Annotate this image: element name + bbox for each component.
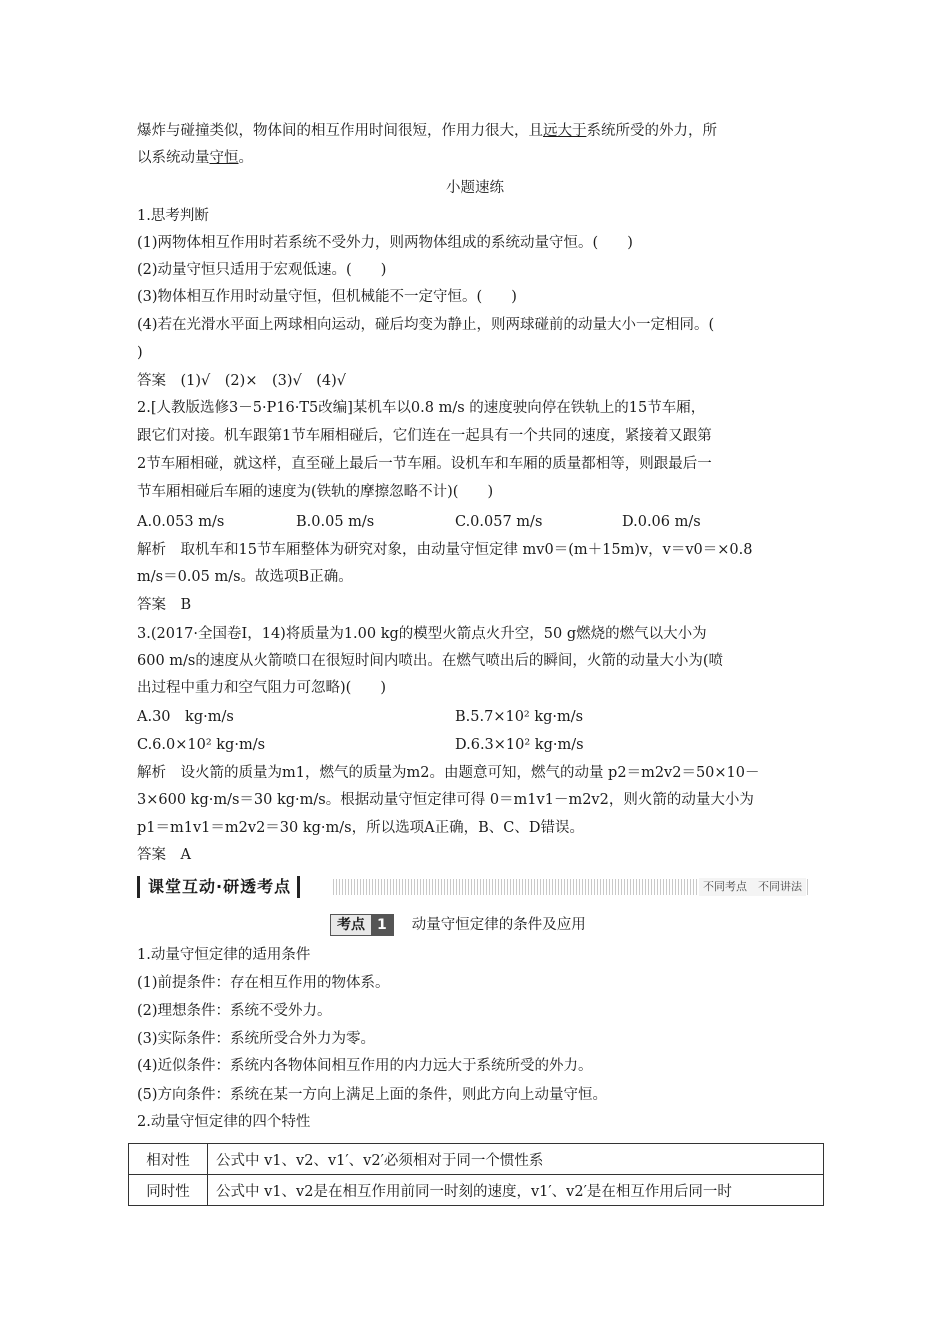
banner-title: 课堂互动·研透考点 [137, 876, 300, 898]
question-line: 跟它们对接。机车跟第1节车厢相碰后，它们连在一起具有一个共同的速度，紧接着又跟第 [137, 428, 712, 444]
section-title: 小题速练 [446, 180, 504, 196]
option-d: D.0.06 m/s [622, 514, 701, 530]
condition-item: (4)近似条件：系统内各物体间相互作用的内力远大于系统所受的外力。 [137, 1058, 593, 1074]
underlined-term: 远大于 [543, 123, 587, 139]
analysis-line: 3×600 kg·m/s＝30 kg·m/s。根据动量守恒定律可得 0＝m1v1－m2v2，则火箭的动量大小为 [137, 792, 754, 808]
table-row [129, 1175, 824, 1206]
row-body: 公式中 v1、v2、v1′、v2′必须相对于同一个惯性系 [208, 1144, 824, 1175]
analysis-line: 解析 取机车和15节车厢整体为研究对象，由动量守恒定律 mv0＝(m＋15m)v，v＝v0＝×0.8 [137, 542, 753, 558]
condition-item: (3)实际条件：系统所受合外力为零。 [137, 1031, 376, 1047]
answer-line: 答案 A [137, 847, 191, 863]
option-c: C.0.057 m/s [455, 514, 543, 530]
option-c: C.6.0×10² kg·m/s [137, 737, 266, 753]
answer-line: 答案 (1)√ (2)× (3)√ (4)√ [137, 373, 347, 389]
question-item: ) [137, 345, 143, 361]
option-d: D.6.3×10² kg·m/s [455, 737, 584, 753]
row-header: 同时性 [129, 1175, 208, 1206]
condition-item: (2)理想条件：系统不受外力。 [137, 1003, 332, 1019]
condition-item: (1)前提条件：存在相互作用的物体系。 [137, 975, 390, 991]
question-item: (2)动量守恒只适用于宏观低速。( ) [137, 262, 387, 278]
analysis-line: m/s＝0.05 m/s。故选项B正确。 [137, 569, 353, 585]
row-body: 公式中 v1、v2是在相互作用前同一时刻的速度，v1′、v2′是在相互作用后同一时 [208, 1175, 824, 1206]
question-line: 3.(2017·全国卷Ⅰ，14)将质量为1.00 kg的模型火箭点火升空，50 g燃烧的燃气以大小为 [137, 626, 707, 642]
condition-item: (5)方向条件：系统在某一方向上满足上面的条件，则此方向上动量守恒。 [137, 1087, 608, 1103]
row-header: 相对性 [129, 1144, 208, 1175]
option-a: A.0.053 m/s [137, 514, 225, 530]
answer-line: 答案 B [137, 597, 192, 613]
option-a: A.30 kg·m/s [137, 709, 234, 725]
kaodian-header [330, 914, 586, 936]
kaodian-number: 1 [371, 915, 393, 935]
question-line: 节车厢相碰后车厢的速度为(铁轨的摩擦忽略不计)( ) [137, 484, 494, 500]
intro-line-1: 爆炸与碰撞类似，物体间的相互作用时间很短，作用力很大，且远大于系统所受的外力，所 [137, 123, 717, 139]
question-line: 出过程中重力和空气阻力可忽略)( ) [137, 680, 386, 696]
section-heading: 1.动量守恒定律的适用条件 [137, 947, 311, 963]
table-row [129, 1144, 824, 1175]
banner-tags: 不同考点 不同讲法 [699, 878, 806, 896]
kaodian-title: 动量守恒定律的条件及应用 [411, 917, 586, 933]
question-item: (3)物体相互作用时动量守恒，但机械能不一定守恒。( ) [137, 289, 517, 305]
section-banner [137, 876, 810, 898]
properties-table [128, 1143, 824, 1206]
question-line: 600 m/s的速度从火箭喷口在很短时间内喷出。在燃气喷出后的瞬间，火箭的动量大小为(喷 [137, 653, 724, 669]
question-title: 1.思考判断 [137, 208, 209, 224]
kaodian-badge: 考点 1 [330, 914, 394, 936]
question-item: (1)两物体相互作用时若系统不受外力，则两物体组成的系统动量守恒。( ) [137, 235, 633, 251]
intro-line-2: 以系统动量守恒。 [137, 150, 253, 166]
option-b: B.0.05 m/s [296, 514, 375, 530]
analysis-line: p1＝m1v1＝m2v2＝30 kg·m/s，所以选项A正确，B、C、D错误。 [137, 820, 584, 836]
question-item: (4)若在光滑水平面上两球相向运动，碰后均变为静止，则两球碰前的动量大小一定相同。( [137, 317, 715, 333]
section-heading: 2.动量守恒定律的四个特性 [137, 1114, 311, 1130]
question-line: 2.[人教版选修3－5·P16·T5改编]某机车以0.8 m/s 的速度驶向停在铁轨上的15节车厢， [137, 400, 706, 416]
analysis-line: 解析 设火箭的质量为m1，燃气的质量为m2。由题意可知，燃气的动量 p2＝m2v2＝50×10－ [137, 765, 760, 781]
option-b: B.5.7×10² kg·m/s [455, 709, 584, 725]
underlined-term: 守恒 [209, 150, 239, 166]
question-line: 2节车厢相碰，就这样，直至碰上最后一节车厢。设机车和车厢的质量都相等，则跟最后一 [137, 456, 712, 472]
